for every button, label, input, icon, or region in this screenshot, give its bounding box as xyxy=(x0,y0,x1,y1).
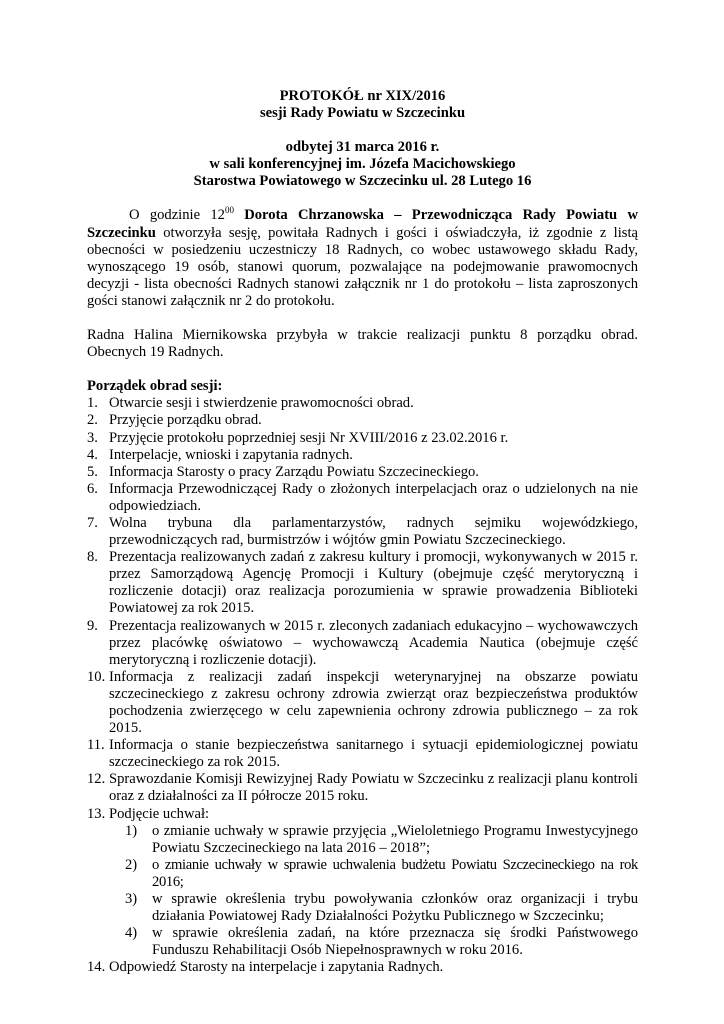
agenda-item-number: 4. xyxy=(87,446,98,463)
agenda-item xyxy=(87,669,638,737)
agenda-list xyxy=(87,395,638,976)
agenda-item xyxy=(87,447,638,464)
agenda-item-text: Informacja z realizacji zadań inspekcji weterynaryjnej na obszarze powiatu szczecineckiego z zakresu ochrony zdrowia zwierząt oraz bezpieczeństwa produktów pochodzenia zwierzęcego w celu zapewnienia ochrony zdrowia publicznego – za rok 2015. xyxy=(109,668,638,737)
agenda-item xyxy=(87,412,638,429)
agenda-item-text: Interpelacje, wnioski i zapytania radnych. xyxy=(109,446,353,463)
agenda-item xyxy=(87,464,638,481)
agenda-item-text: Informacja Starosty o pracy Zarządu Powiatu Szczecineckiego. xyxy=(109,463,479,480)
session-address: Starostwa Powiatowego w Szczecinku ul. 28 Lutego 16 xyxy=(193,173,532,190)
resolution-text: w sprawie określenia zadań, na które przeznacza się środki Państwowego Funduszu Rehabilitacji Osób Niepełnosprawnych w roku 2016. xyxy=(152,925,638,959)
intro-paragraph xyxy=(87,207,638,310)
agenda-item-number: 8. xyxy=(87,549,98,566)
agenda-title: Porządek obrad sesji: xyxy=(87,378,223,395)
agenda-item-text: Odpowiedź Starosty na interpelacje i zapytania Radnych. xyxy=(109,959,444,976)
agenda-item-number: 11. xyxy=(87,737,105,754)
agenda-item-text: Wolna trybuna dla parlamentarzystów, radnych sejmiku wojewódzkiego, przewodniczących rad, burmistrzów i wójtów gmin Powiatu Szczecineckiego. xyxy=(109,514,638,549)
agenda-item-number: 13. xyxy=(87,805,106,822)
document-page xyxy=(87,88,638,977)
agenda-item-text: Otwarcie sesji i stwierdzenie prawomocności obrad. xyxy=(109,395,414,412)
resolution-text: o zmianie uchwały w sprawie przyjęcia „Wieloletniego Programu Inwestycyjnego Powiatu Szczecineckiego na lata 2016 – 2018”; xyxy=(152,822,638,856)
session-room: w sali konferencyjnej im. Józefa Macichowskiego xyxy=(209,156,516,173)
resolution-number: 2) xyxy=(125,856,138,873)
agenda-item-text: Informacja Przewodniczącej Rady o złożonych interpelacjach oraz o udzielonych na nie odpowiedziach. xyxy=(109,480,638,514)
agenda-item xyxy=(87,806,638,960)
agenda-item-text: Prezentacja realizowanych zadań z zakresu kultury i promocji, wykonywanych w 2015 r. przez Samorządową Agencję Promocji i Kultury (obejmuje część merytoryczną i rozliczenie dotacji) oraz realizacja porozumienia w sprawie prowadzenia Biblioteki Powiatowej za rok 2015. xyxy=(109,549,638,617)
agenda-item-number: 5. xyxy=(87,463,98,480)
resolution-item xyxy=(109,891,638,925)
resolution-item xyxy=(109,857,638,891)
agenda-item xyxy=(87,771,638,805)
agenda-item-text: Prezentacja realizowanych w 2015 r. zleconych zadaniach edukacyjno – wychowawczych przez placówkę oświatowo – wychowawczą Academia Nautica (obejmuje część merytoryczną i rozliczenie dotacji). xyxy=(109,617,638,668)
agenda-item-number: 1. xyxy=(87,395,98,412)
agenda-item-text: Przyjęcie porządku obrad. xyxy=(109,412,262,429)
agenda-item-text: Informacja o stanie bezpieczeństwa sanitarnego i sytuacji epidemiologicznej powiatu szczecineckiego za rok 2015. xyxy=(109,737,638,771)
agenda-item-text: Przyjęcie protokołu poprzedniej sesji Nr XVIII/2016 z 23.02.2016 r. xyxy=(109,429,509,446)
agenda-item-number: 6. xyxy=(87,480,98,497)
agenda-item-text: Podjęcie uchwał: xyxy=(109,805,210,822)
agenda-item xyxy=(87,618,638,669)
intro-time-minutes: 00 xyxy=(224,205,234,216)
agenda-item xyxy=(87,737,638,771)
intro-time: O godzinie 12 xyxy=(129,207,225,224)
resolution-item xyxy=(109,925,638,959)
session-title: sesji Rady Powiatu w Szczecinku xyxy=(259,105,466,122)
agenda-item-number: 14. xyxy=(87,959,106,976)
agenda-item-number: 2. xyxy=(87,412,98,429)
agenda-item-number: 10. xyxy=(87,668,106,685)
intro-chairperson: Dorota Chrzanowska – Przewodnicząca Rady Powiatu w Szczecinku xyxy=(87,207,638,241)
resolutions-list xyxy=(109,823,638,960)
agenda-item-number: 3. xyxy=(87,429,98,446)
agenda-item xyxy=(87,959,638,976)
resolution-number: 4) xyxy=(125,925,138,942)
protocol-title: PROTOKÓŁ nr XIX/2016 xyxy=(279,88,446,104)
agenda-item xyxy=(87,430,638,447)
resolution-number: 3) xyxy=(125,891,138,908)
intro-body: otworzyła sesję, powitała Radnych i gości i oświadczyła, iż zgodnie z listą obecności w posiedzeniu uczestniczy 18 Radnych, co wobec ustawowego składu Rady, wynoszącego 19 osób, stanowi quorum, pozwalające na podejmowanie prawomocnych decyzji - lista obecności Radnych stanowi załącznik nr 1 do protokołu – lista zaproszonych gości stanowi załącznik nr 2 do protokołu. xyxy=(87,224,638,309)
session-date: odbytej 31 marca 2016 r. xyxy=(285,139,440,156)
arrival-paragraph: Radna Halina Miernikowska przybyła w trakcie realizacji punktu 8 porządku obrad. Obecnych 19 Radnych. xyxy=(87,327,638,361)
agenda-item-number: 12. xyxy=(87,771,106,788)
agenda-item-text: Sprawozdanie Komisji Rewizyjnej Rady Powiatu w Szczecinku z realizacji planu kontroli oraz z działalności za II półrocze 2015 roku. xyxy=(109,771,638,805)
resolution-number: 1) xyxy=(125,822,138,839)
agenda-item xyxy=(87,549,638,617)
agenda-item xyxy=(87,395,638,412)
resolution-text: w sprawie określenia trybu powoływania członków oraz organizacji i trybu działania Powiatowej Rady Działalności Pożytku Publicznego w Szczecinku; xyxy=(152,891,638,925)
agenda-item-number: 7. xyxy=(87,514,98,531)
document-header xyxy=(87,88,638,190)
agenda-item xyxy=(87,481,638,515)
agenda-item xyxy=(87,515,638,549)
resolution-item xyxy=(109,823,638,857)
resolution-text: o zmianie uchwały w sprawie uchwalenia budżetu Powiatu Szczecineckiego na rok 2016; xyxy=(152,856,638,890)
agenda-item-number: 9. xyxy=(87,617,98,634)
